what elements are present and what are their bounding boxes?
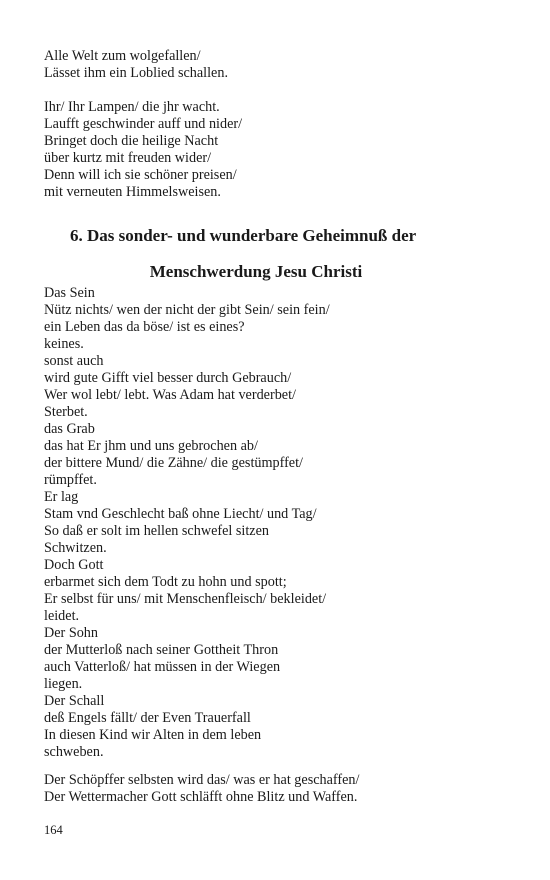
- verse-line: liegen.: [44, 676, 83, 692]
- verse-line: das hat Er jhm und uns gebrochen ab/: [44, 438, 258, 454]
- stanza-3: [44, 285, 514, 761]
- verse-line: das Grab: [44, 421, 95, 437]
- verse-line: Stam vnd Geschlecht baß ohne Liecht/ und Tag/: [44, 506, 317, 522]
- verse-line: sonst auch: [44, 353, 104, 369]
- verse-line: Bringet doch die heilige Nacht: [44, 133, 219, 149]
- verse-line: Das Sein: [44, 285, 95, 301]
- verse-line: schweben.: [44, 744, 104, 760]
- verse-line: Der Schall: [44, 693, 105, 709]
- verse-line: leidet.: [44, 608, 80, 624]
- verse-line: Sterbet.: [44, 404, 88, 420]
- verse-line: Schwitzen.: [44, 540, 107, 556]
- verse-line: Er selbst für uns/ mit Menschenfleisch/ bekleidet/: [44, 591, 327, 607]
- section-heading-line-2: Menschwerdung Jesu Christi: [149, 262, 363, 281]
- verse-line: deß Engels fällt/ der Even Trauerfall: [44, 710, 251, 726]
- verse-line: der Mutterloß nach seiner Gottheit Thron: [44, 642, 279, 658]
- verse-line: der bittere Mund/ die Zähne/ die gestümpffet/: [44, 455, 303, 471]
- verse-line: In diesen Kind wir Alten in dem leben: [44, 727, 262, 743]
- verse-line: erbarmet sich dem Todt zu hohn und spott;: [44, 574, 287, 590]
- verse-line: Er lag: [44, 489, 79, 505]
- verse-line: rümpffet.: [44, 472, 97, 488]
- verse-line: Denn will ich sie schöner preisen/: [44, 167, 237, 183]
- verse-line: auch Vatterloß/ hat müssen in der Wiegen: [44, 659, 281, 675]
- verse-line: Lässet ihm ein Loblied schallen.: [44, 65, 228, 81]
- verse-line: So daß er solt im hellen schwefel sitzen: [44, 523, 269, 539]
- verse-line: Der Sohn: [44, 625, 98, 641]
- stanza-1: [44, 48, 514, 82]
- verse-line: Laufft geschwinder auff und nider/: [44, 116, 243, 132]
- section-heading-line-1: 6. Das sonder- und wunderbare Geheimnuß der: [70, 226, 417, 245]
- verse-line: ein Leben das da böse/ ist es eines?: [44, 319, 245, 335]
- stanza-4: [44, 772, 514, 806]
- verse-line: Alle Welt zum wolgefallen/: [44, 48, 201, 64]
- verse-line: Der Wettermacher Gott schläfft ohne Blitz und Waffen.: [44, 789, 358, 805]
- verse-line: wird gute Gifft viel besser durch Gebrauch/: [44, 370, 292, 386]
- verse-line: Doch Gott: [44, 557, 104, 573]
- stanza-2: [44, 99, 514, 201]
- verse-line: keines.: [44, 336, 84, 352]
- verse-line: Der Schöpffer selbsten wird das/ was er hat geschaffen/: [44, 772, 360, 788]
- page-number: 164: [44, 823, 63, 837]
- verse-line: Wer wol lebt/ lebt. Was Adam hat verderbet/: [44, 387, 296, 403]
- verse-line: Nütz nichts/ wen der nicht der gibt Sein/ sein fein/: [44, 302, 330, 318]
- verse-line: mit verneuten Himmelsweisen.: [44, 184, 221, 200]
- verse-line: Ihr/ Ihr Lampen/ die jhr wacht.: [44, 99, 220, 115]
- verse-line: über kurtz mit freuden wider/: [44, 150, 212, 166]
